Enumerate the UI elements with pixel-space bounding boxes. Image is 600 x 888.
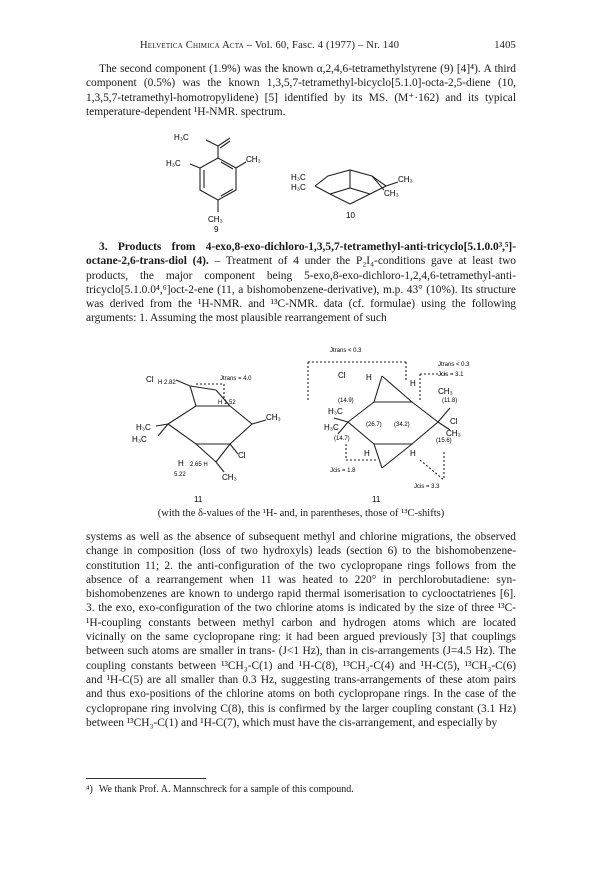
right-h-bottom: H [364, 449, 370, 458]
footnote-text: We thank Prof. A. Mannschreck for a sample of this compound. [98, 784, 354, 795]
figure-compound-11 [120, 340, 500, 506]
paragraph-3: systems as well as the absence of subsequent methyl and chlorine migrations, the observed change in composition (loss of two hydroxyls) leads (section 6) to the bishomobenzene-constitution 11; 2. the anti-configuration of the two cyclopropane rings follows from the absence of a rearrangement when 11 was heated to 220° in perchlorobutadiene: syn-bishomobenzenes are known to undergo rapid thermal isomerisation to cyclooctatrienes [6]. 3. the exo, exo-configuration of the two chlorine atoms is indicated by the size of three ¹³C-¹H-coupling constants between methyl carbon and hydrogen atoms which are located vicinally on the same cyclopropane ring: it had been argued previously [3] that couplings between such atoms are smaller in trans- (J<1 Hz), than in cis-arrangements (J=4.5 Hz). The coupling constants between ¹³CH₃-C(1) and ¹H-C(8), ¹³CH₃-C(4) and ¹H-C(5), ¹³CH₃-C(6) and ¹H-C(5) are all smaller than 0.3 Hz, suggesting trans-arrangements of these atom pairs and thus exo-positions of the chlorine atoms on both cyclopropane rings. In the case of the cyclopropane ring involving C(8), this is confirmed by the larger coupling constant (3.1 Hz) between ¹³CH₃-C(1) and ¹H-C(7), which must have the cis-arrangement, and especially by [86, 531, 516, 729]
right-h-top: H [366, 373, 372, 382]
journal-citation [140, 40, 399, 51]
right-h3c-1: H₃C [328, 407, 343, 416]
journal-name: Helvetica Chimica Acta [140, 40, 244, 51]
left-h3c-2: H₃C [132, 435, 147, 444]
right-h3c-2: H₃C [324, 423, 339, 432]
label-h3c-left: H₃C [166, 159, 181, 168]
figure-compounds-9-10 [150, 128, 440, 236]
paragraph-intro [86, 62, 516, 119]
left-cl-top: Cl [146, 375, 154, 384]
label-h3c-top: H₃C [174, 133, 189, 142]
right-jcis-3-3: Jcis = 3.3 [414, 484, 440, 490]
paragraph-1: The second component (1.9%) was the known α,2,4,6-tetramethylstyrene (9) [4]⁴). A third component (0.5%) was the known 1,3,5,7-tetramethyl-bicyclo[5.1.0]-octa-2,5-diene (10, 1,3,5,7-tetramethyl-homotropylidene) [5] identified by its MS. (M⁺·162) and its typical temperature-dependent ¹H-NMR. spectrum. [86, 63, 516, 118]
left-h-1-52: H 1.52 [218, 400, 236, 406]
right-cl-top: Cl [338, 371, 346, 380]
right-ch3-a: CH₃ [438, 387, 453, 396]
left-h-5-22: 5.22 [174, 472, 186, 478]
right-tricyclo-ring [348, 402, 438, 444]
compound-number-9: 9 [214, 225, 219, 234]
right-jcis-1-8: Jcis = 1.8 [330, 468, 356, 474]
label-10-ch3-b: CH₃ [384, 189, 399, 198]
left-jtrans-4-0: Jtrans = 4.0 [220, 376, 252, 382]
footnote-number: ⁴) [86, 784, 93, 795]
structure-drawing-2 [120, 340, 500, 506]
footnote [86, 784, 516, 795]
left-ch3-b: CH₃ [222, 473, 237, 482]
left-cl-bottom: Cl [238, 451, 246, 460]
discussion-block [86, 530, 516, 730]
label-10-ch3-a: CH₃ [398, 175, 413, 184]
right-c-34-2: (34.2) [394, 422, 410, 428]
right-jtrans-right: Jtrans < 0.3 [438, 362, 470, 368]
right-c-15-6: (15.6) [436, 438, 452, 444]
section-3-title: 3. Products from 4-exo,8-exo-dichloro-1,3,5,7-tetramethyl-anti-tricyclo[5.1.0.0³,⁵]-octane-2,6-trans-diol (4). [86, 241, 516, 268]
section-3-paragraph [86, 240, 516, 326]
right-cl-mid: Cl [450, 417, 458, 426]
label-10-h3c-a: H₃C [291, 173, 306, 182]
right-ch3-b: CH₃ [446, 429, 461, 438]
right-c-14-9: (14.9) [338, 398, 354, 404]
left-h-2-65: 2.65 H [190, 462, 208, 468]
left-compound-number: 11 [194, 495, 203, 504]
page-number: 1405 [494, 40, 516, 51]
left-ch3-a: CH₃ [266, 413, 281, 422]
left-h-bottom: H [178, 459, 184, 468]
label-ch3-bottom: CH₃ [208, 215, 223, 224]
right-compound-number: 11 [372, 495, 381, 504]
right-jtrans-top: Jtrans < 0.3 [330, 348, 362, 354]
journal-volume: – Vol. 60, Fasc. 4 (1977) – Nr. 140 [243, 40, 400, 51]
figure-caption: (with the δ-values of the ¹H- and, in parentheses, those of ¹³C-shifts) [157, 508, 445, 519]
label-ch3-right: CH₃ [246, 155, 261, 164]
right-jcis-3-1: Jcis = 3.1 [438, 372, 464, 378]
left-h3c-1: H₃C [136, 423, 151, 432]
left-tricyclo-ring [168, 406, 252, 444]
label-10-h3c-b: H₃C [291, 183, 306, 192]
benzene-ring-9 [200, 158, 236, 200]
section-3-block [86, 240, 516, 326]
right-c-26-7: (26.7) [366, 422, 382, 428]
structure-drawing-1 [150, 128, 440, 236]
right-h-top-2: H [410, 379, 416, 388]
right-c-14-7: (14.7) [334, 436, 350, 442]
right-c-11-8: (11.8) [442, 398, 458, 404]
footnote-divider [86, 778, 206, 779]
compound-number-10: 10 [346, 211, 355, 220]
right-h-bottom-2: H [410, 449, 416, 458]
left-h-2-82: H 2.82 [158, 380, 176, 386]
section-3-body: – Treatment of 4 under the P₂I₄-conditions gave at least two products, the major component being 5-exo,8-exo-dichloro-1,2,4,6-tetramethyl-anti-tricyclo[5.1.0.0⁴,⁶]oct-2-ene (11, a bishomobenzene-derivative), m.p. 43° (10%). Its structure was derived from the ¹H-NMR. and ¹³C-NMR. data (cf. formulae) using the following arguments: 1. Assuming the most plausible rearrangement of such [86, 255, 516, 325]
